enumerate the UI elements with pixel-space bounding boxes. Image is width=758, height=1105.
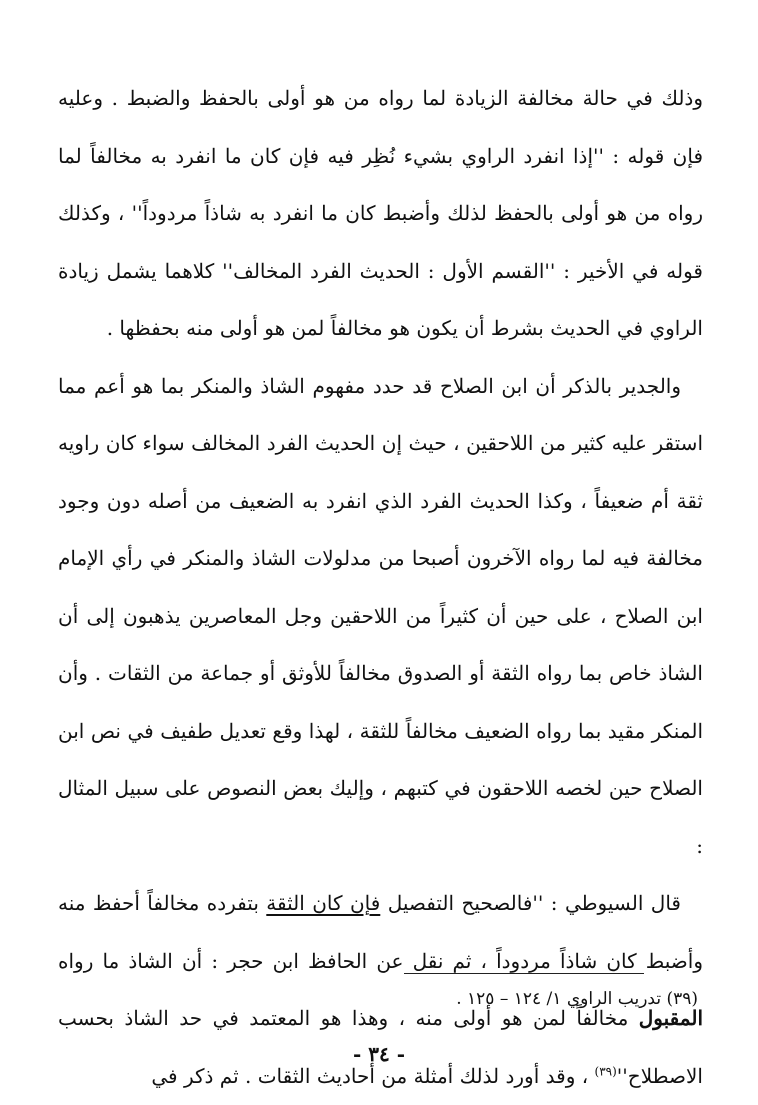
footnote-separator <box>404 973 644 974</box>
footnote: (٣٩) تدريب الراوي ١/ ١٢٤ – ١٢٥ . <box>456 989 698 1009</box>
paragraph-2: والجدير بالذكر أن ابن الصلاح قد حدد مفهوم الشاذ والمنكر بما هو أعم مما استقر عليه كثير من اللاحقين ، حيث إن الحديث الفرد المخالف سواء كان راويه ثقة أم ضعيفاً ، وكذا الحديث الفرد الذي انفرد به الضعيف من أصله دون وجود مخالفة فيه لما رواه الآخرون أصبحا من مدلولات الشاذ والمنكر في رأي الإمام ابن الصلاح ، على حين أن كثيراً من اللاحقين وجل المعاصرين يذهبون إلى أن الشاذ خاص بما رواه الثقة أو الصدوق مخالفاً للأوثق أو جماعة من الثقات . وأن المنكر مقيد بما رواه الضعيف مخالفاً للثقة ، لهذا وقع تعديل طفيف في نص ابن الصلاح حين لخصه اللاحقون في كتبهم ، وإليك بعض النصوص على سبيل المثال : <box>58 373 703 858</box>
body-text <box>58 70 703 1105</box>
bold-word: المقبول <box>638 1006 703 1030</box>
paragraph-3-part-2: بتفرده مخالفاً أحفظ منه وأضبط كان شاذاً مردوداً ، ثم نقل عن الحافظ ابن حجر : أن الشاذ ما رواه <box>58 891 703 973</box>
footnote-reference: (٣٩) <box>594 1063 617 1078</box>
page-number: - ٣٤ - <box>352 1042 405 1066</box>
paragraph-1: وذلك في حالة مخالفة الزيادة لما رواه من هو أولى بالحفظ والضبط . وعليه فإن قوله : ''إذا انفرد الراوي بشيء نُظِر فيه فإن كان ما انفرد به مخالفاً لما رواه من هو أولى بالحفظ لذلك وأضبط كان ما انفرد به شاذاً مردوداً'' ، وكذلك قوله في الأخير : ''القسم الأول : الحديث الفرد المخالف'' كلاهما يشمل زيادة الراوي في الحديث بشرط أن يكون هو مخالفاً لمن هو أولى منه بحفظها . <box>58 86 703 340</box>
paragraph-3-part-3: مخالفاً لمن هو أولى منه ، وهذا هو المعتمد في حد الشاذ بحسب الاصطلاح'' <box>58 1006 703 1088</box>
paragraph-3-part-1: قال السيوطي : ''فالصحيح التفصيل <box>380 891 681 915</box>
paragraph-3-part-4: ، وقد أورد لذلك أمثلة من أحاديث الثقات . ثم ذكر في <box>151 1063 595 1088</box>
underlined-phrase: فإن كان الثقة <box>266 891 381 915</box>
